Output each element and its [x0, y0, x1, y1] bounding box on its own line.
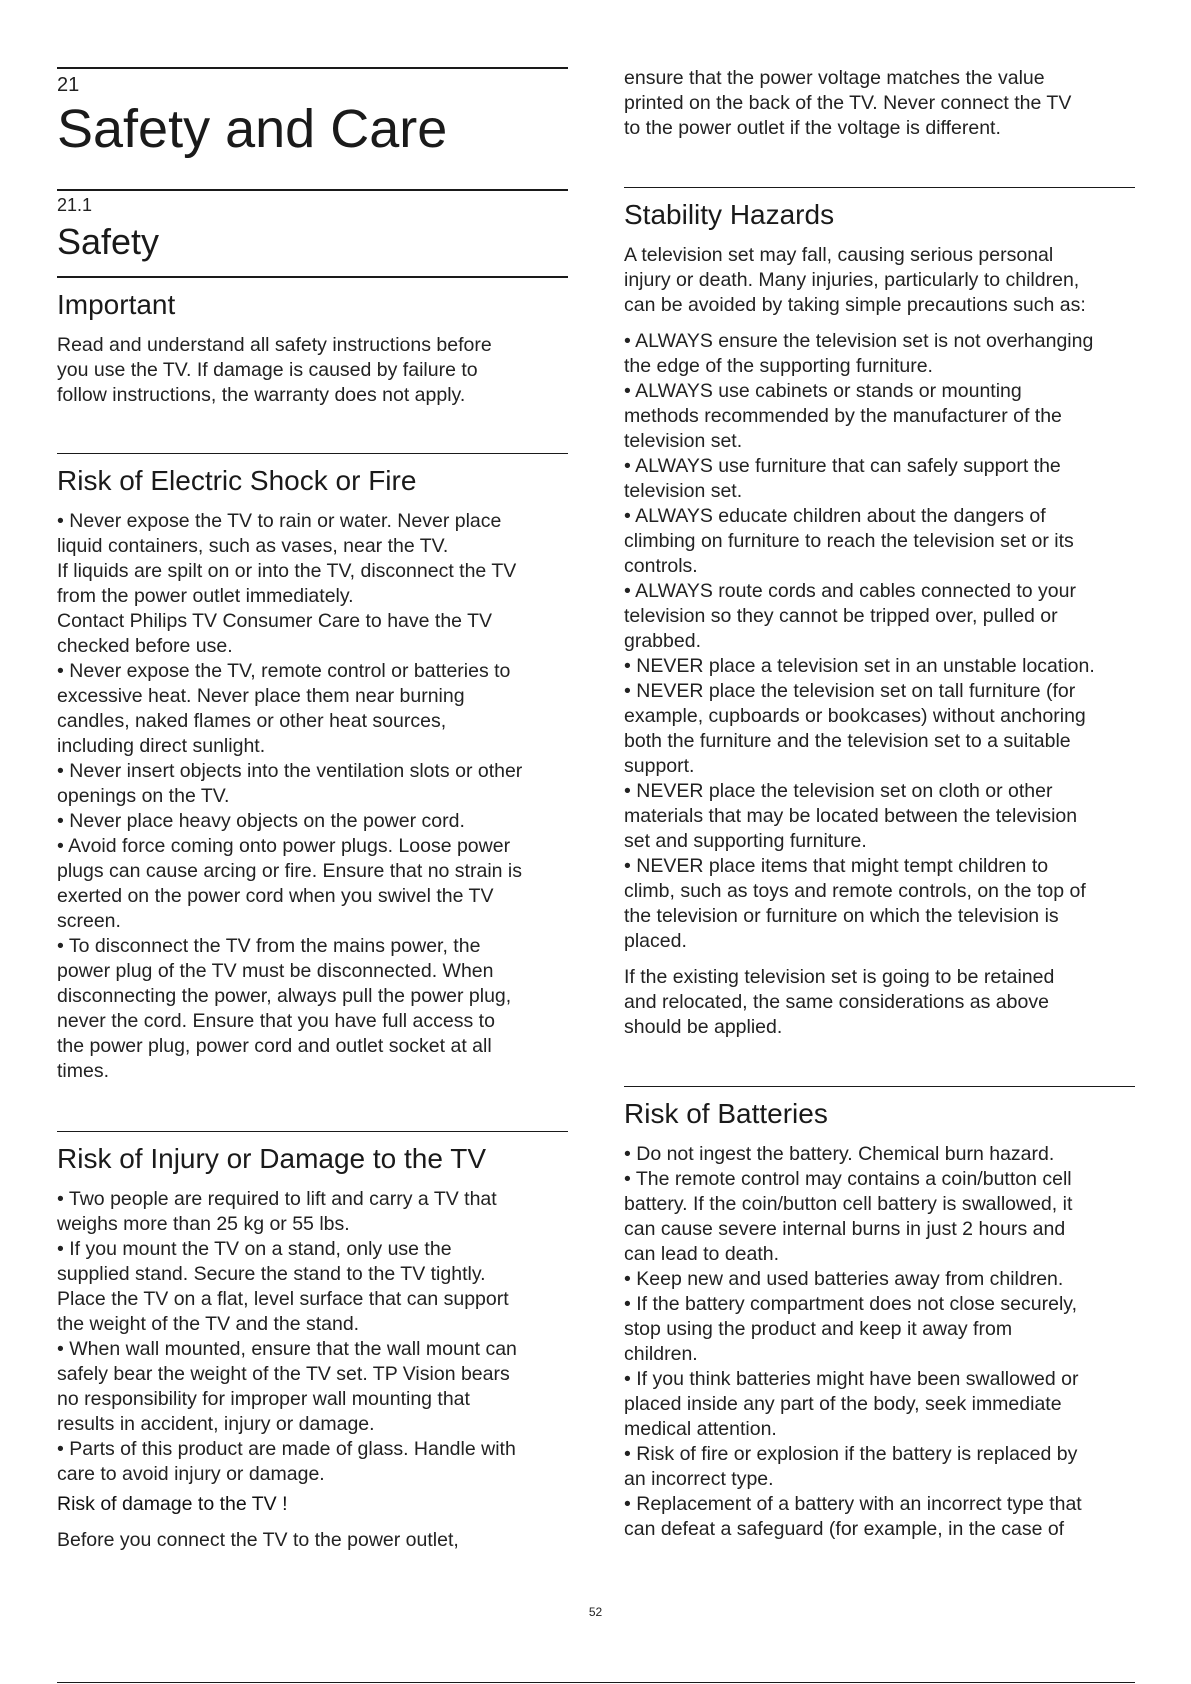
- text-line: • Never expose the TV, remote control or batteries to: [57, 660, 511, 682]
- text-line: medical attention.: [624, 1418, 777, 1440]
- text-line: candles, naked flames or other heat sources,: [57, 710, 447, 732]
- text-line: the power plug, power cord and outlet socket at all: [57, 1035, 492, 1057]
- text-line: example, cupboards or bookcases) without anchoring: [624, 705, 1086, 727]
- text-line: and relocated, the same considerations as above: [624, 991, 1049, 1013]
- right-column: [624, 0, 1135, 1542]
- damage-label: Risk of damage to the TV !: [57, 1493, 288, 1515]
- continuation-text: [624, 66, 1135, 141]
- electric-rule: [57, 453, 568, 454]
- text-line: plugs can cause arcing or fire. Ensure that no strain is: [57, 860, 522, 882]
- text-line: • Replacement of a battery with an incorrect type that: [624, 1493, 1082, 1515]
- section-title: Safety: [57, 221, 160, 262]
- electric-title: Risk of Electric Shock or Fire: [57, 465, 417, 496]
- injury-rule: [57, 1131, 568, 1132]
- text-line: • Risk of fire or explosion if the battery is replaced by: [624, 1443, 1078, 1465]
- text-line: • Parts of this product are made of glass. Handle with: [57, 1438, 516, 1460]
- text-line: placed.: [624, 930, 687, 952]
- text-line: • If you think batteries might have been swallowed or: [624, 1368, 1079, 1390]
- text-line: • To disconnect the TV from the mains power, the: [57, 935, 481, 957]
- chapter-number: 21: [57, 74, 80, 96]
- batteries-title: Risk of Batteries: [624, 1098, 828, 1129]
- stability-list: [624, 329, 1135, 954]
- text-line: television set.: [624, 480, 743, 502]
- text-line: If liquids are spilt on or into the TV, disconnect the TV: [57, 560, 517, 582]
- text-line: • Do not ingest the battery. Chemical burn hazard.: [624, 1143, 1055, 1165]
- text-line: • ALWAYS use cabinets or stands or mounting: [624, 380, 1022, 402]
- text-line: television so they cannot be tripped over, pulled or: [624, 605, 1058, 627]
- text-line: Contact Philips TV Consumer Care to have the TV: [57, 610, 492, 632]
- text-line: should be applied.: [624, 1016, 783, 1038]
- text-line: results in accident, injury or damage.: [57, 1413, 375, 1435]
- text-line: support.: [624, 755, 695, 777]
- text-line: If the existing television set is going to be retained: [624, 966, 1055, 988]
- stability-outro: [624, 965, 1135, 1040]
- text-line: Place the TV on a flat, level surface that can support: [57, 1288, 509, 1310]
- text-line: injury or death. Many injuries, particularly to children,: [624, 269, 1080, 291]
- text-line: • Two people are required to lift and carry a TV that: [57, 1188, 497, 1210]
- text-line: • If you mount the TV on a stand, only use the: [57, 1238, 452, 1260]
- text-line: you use the TV. If damage is caused by failure to: [57, 359, 478, 381]
- text-line: ensure that the power voltage matches the value: [624, 67, 1045, 89]
- stability-rule: [624, 187, 1135, 188]
- text-line: children.: [624, 1343, 698, 1365]
- text-line: grabbed.: [624, 630, 701, 652]
- text-line: • NEVER place the television set on tall furniture (for: [624, 680, 1076, 702]
- injury-text: [57, 1187, 568, 1487]
- chapter-rule: [57, 67, 568, 69]
- text-line: care to avoid injury or damage.: [57, 1463, 325, 1485]
- text-line: • NEVER place a television set in an unstable location.: [624, 655, 1095, 677]
- text-line: can defeat a safeguard (for example, in the case of: [624, 1518, 1065, 1540]
- text-line: • ALWAYS route cords and cables connected to your: [624, 580, 1076, 602]
- electric-text: [57, 509, 568, 1084]
- text-line: checked before use.: [57, 635, 233, 657]
- text-line: follow instructions, the warranty does not apply.: [57, 384, 466, 406]
- text-line: times.: [57, 1060, 110, 1082]
- text-line: • The remote control may contains a coin/button cell: [624, 1168, 1072, 1190]
- page-number: 52: [588, 1605, 603, 1619]
- footer-rule: [57, 1682, 1135, 1683]
- text-line: set and supporting furniture.: [624, 830, 867, 852]
- text-line: controls.: [624, 555, 698, 577]
- important-text: [57, 333, 568, 408]
- section-rule: [57, 189, 568, 191]
- text-line: excessive heat. Never place them near burning: [57, 685, 465, 707]
- text-line: • Avoid force coming onto power plugs. Loose power: [57, 835, 511, 857]
- section-number: 21.1: [57, 195, 93, 215]
- text-line: both the furniture and the television set to a suitable: [624, 730, 1071, 752]
- text-line: methods recommended by the manufacturer of the: [624, 405, 1062, 427]
- text-line: openings on the TV.: [57, 785, 230, 807]
- text-line: battery. If the coin/button cell battery is swallowed, it: [624, 1193, 1073, 1215]
- text-line: • ALWAYS ensure the television set is not overhanging: [624, 330, 1094, 352]
- text-line: • Never place heavy objects on the power cord.: [57, 810, 465, 832]
- text-line: exerted on the power cord when you swivel the TV: [57, 885, 494, 907]
- text-line: stop using the product and keep it away from: [624, 1318, 1013, 1340]
- text-line: climb, such as toys and remote controls, on the top of: [624, 880, 1086, 902]
- batteries-rule: [624, 1086, 1135, 1087]
- text-line: power plug of the TV must be disconnected. When: [57, 960, 494, 982]
- text-line: climbing on furniture to reach the television set or its: [624, 530, 1074, 552]
- text-line: • ALWAYS educate children about the dangers of: [624, 505, 1046, 527]
- text-line: disconnecting the power, always pull the power plug,: [57, 985, 512, 1007]
- important-rule: [57, 276, 568, 278]
- chapter-title: Safety and Care: [57, 99, 448, 159]
- text-line: can cause severe internal burns in just 2 hours and: [624, 1218, 1066, 1240]
- text-line: no responsibility for improper wall mounting that: [57, 1388, 470, 1410]
- text-line: safely bear the weight of the TV set. TP Vision bears: [57, 1363, 510, 1385]
- text-line: from the power outlet immediately.: [57, 585, 354, 607]
- text-line: television set.: [624, 430, 743, 452]
- text-line: can lead to death.: [624, 1243, 780, 1265]
- text-line: • Keep new and used batteries away from children.: [624, 1268, 1064, 1290]
- text-line: A television set may fall, causing serious personal: [624, 244, 1054, 266]
- stability-intro: [624, 243, 1135, 318]
- text-line: including direct sunlight.: [57, 735, 266, 757]
- text-line: • ALWAYS use furniture that can safely support the: [624, 455, 1061, 477]
- stability-title: Stability Hazards: [624, 199, 835, 230]
- text-line: the edge of the supporting furniture.: [624, 355, 933, 377]
- text-line: • Never insert objects into the ventilation slots or other: [57, 760, 523, 782]
- text-line: liquid containers, such as vases, near the TV.: [57, 535, 449, 557]
- text-line: supplied stand. Secure the stand to the TV tightly.: [57, 1263, 486, 1285]
- text-line: can be avoided by taking simple precautions such as:: [624, 294, 1086, 316]
- text-line: placed inside any part of the body, seek immediate: [624, 1393, 1062, 1415]
- text-line: the weight of the TV and the stand.: [57, 1313, 360, 1335]
- text-line: to the power outlet if the voltage is different.: [624, 117, 1001, 139]
- important-title: Important: [57, 289, 176, 320]
- text-line: screen.: [57, 910, 121, 932]
- text-line: weighs more than 25 kg or 55 lbs.: [57, 1213, 350, 1235]
- injury-title: Risk of Injury or Damage to the TV: [57, 1143, 486, 1174]
- text-line: the television or furniture on which the television is: [624, 905, 1059, 927]
- text-line: materials that may be located between the television: [624, 805, 1078, 827]
- text-line: • If the battery compartment does not close securely,: [624, 1293, 1078, 1315]
- left-column: [57, 0, 568, 1553]
- text-line: • When wall mounted, ensure that the wall mount can: [57, 1338, 517, 1360]
- batteries-list: [624, 1142, 1135, 1542]
- text-line: • NEVER place the television set on cloth or other: [624, 780, 1053, 802]
- text-line: • NEVER place items that might tempt children to: [624, 855, 1049, 877]
- text-line: printed on the back of the TV. Never connect the TV: [624, 92, 1072, 114]
- text-line: never the cord. Ensure that you have full access to: [57, 1010, 495, 1032]
- text-line: • Never expose the TV to rain or water. Never place: [57, 510, 502, 532]
- text-line: an incorrect type.: [624, 1468, 774, 1490]
- damage-line: Before you connect the TV to the power outlet,: [57, 1529, 459, 1551]
- text-line: Read and understand all safety instructions before: [57, 334, 492, 356]
